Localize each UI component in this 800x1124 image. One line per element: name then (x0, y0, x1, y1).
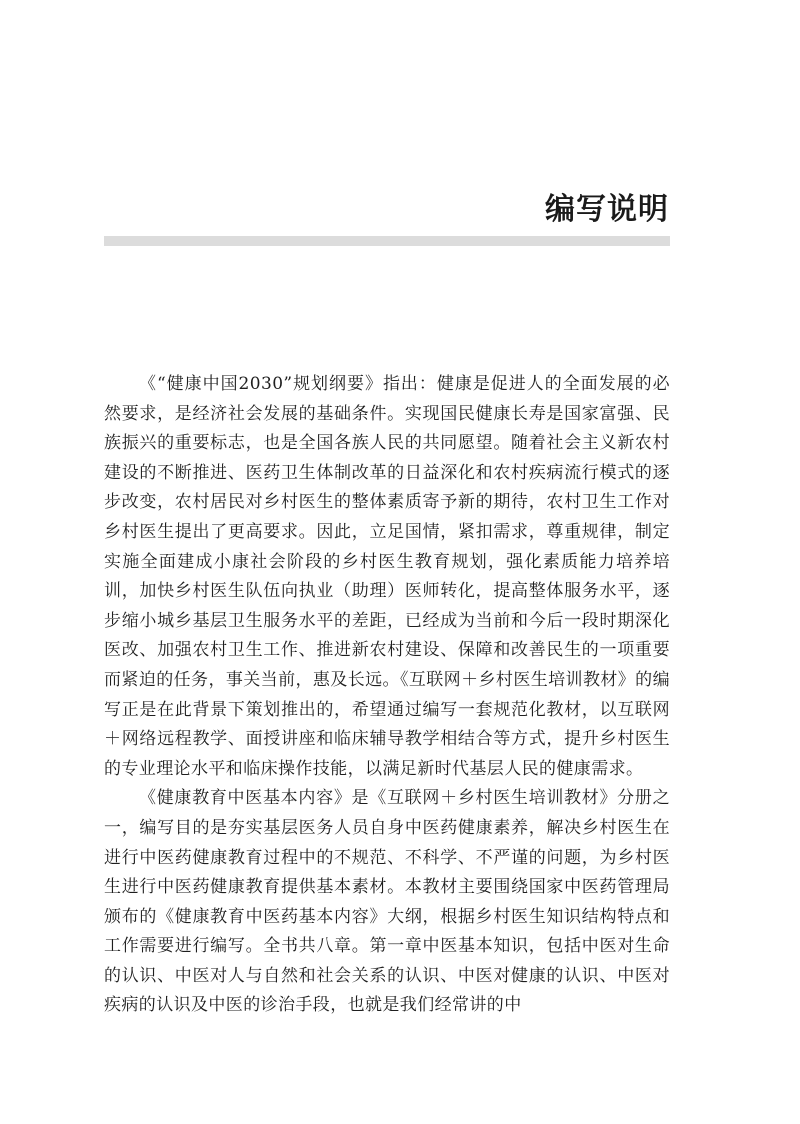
page-title: 编写说明 (545, 192, 669, 227)
paragraph-2: 《健康教育中医基本内容》是《互联网＋乡村医生培训教材》分册之一，编写目的是夯实基层医务人员自身中医药健康素养，解决乡村医生在进行中医药健康教育过程中的不规范、不科学、不严谨的问题，为乡村医生进行中医药健康教育提供基本素材。本教材主要围绕国家中医药管理局颁布的《健康教育中医药基本内容》大纲，根据乡村医生知识结构特点和工作需要进行编写。全书共八章。第一章中医基本知识，包括中医对生命的认识、中医对人与自然和社会关系的认识、中医对健康的认识、中医对疾病的认识及中医的诊治手段，也就是我们经常讲的中 (104, 788, 670, 1016)
paragraph-1: 《“健康中国2030”规划纲要》指出：健康是促进人的全面发展的必然要求，是经济社会发展的基础条件。实现国民健康长寿是国家富强、民族振兴的重要标志，也是全国各族人民的共同愿望。随着社会主义新农村建设的不断推进、医药卫生体制改革的日益深化和农村疾病流行模式的逐步改变，农村居民对乡村医生的整体素质寄予新的期待，农村卫生工作对乡村医生提出了更高要求。因此，立足国情，紧扣需求，尊重规律，制定实施全面建成小康社会阶段的乡村医生教育规划，强化素质能力培养培训，加快乡村医生队伍向执业（助理）医师转化，提高整体服务水平，逐步缩小城乡基层卫生服务水平的差距，已经成为当前和今后一段时期深化医改、加强农村卫生工作、推进新农村建设、保障和改善民生的一项重要而紧迫的任务，事关当前，惠及长远。《互联网＋乡村医生培训教材》的编写正是在此背景下策划推出的，希望通过编写一套规范化教材，以互联网＋网络远程教学、面授讲座和临床辅导教学相结合等方式，提升乡村医生的专业理论水平和临床操作技能，以满足新时代基层人民的健康需求。 (104, 374, 670, 779)
body-text (104, 370, 670, 1021)
title-rule (104, 236, 670, 246)
